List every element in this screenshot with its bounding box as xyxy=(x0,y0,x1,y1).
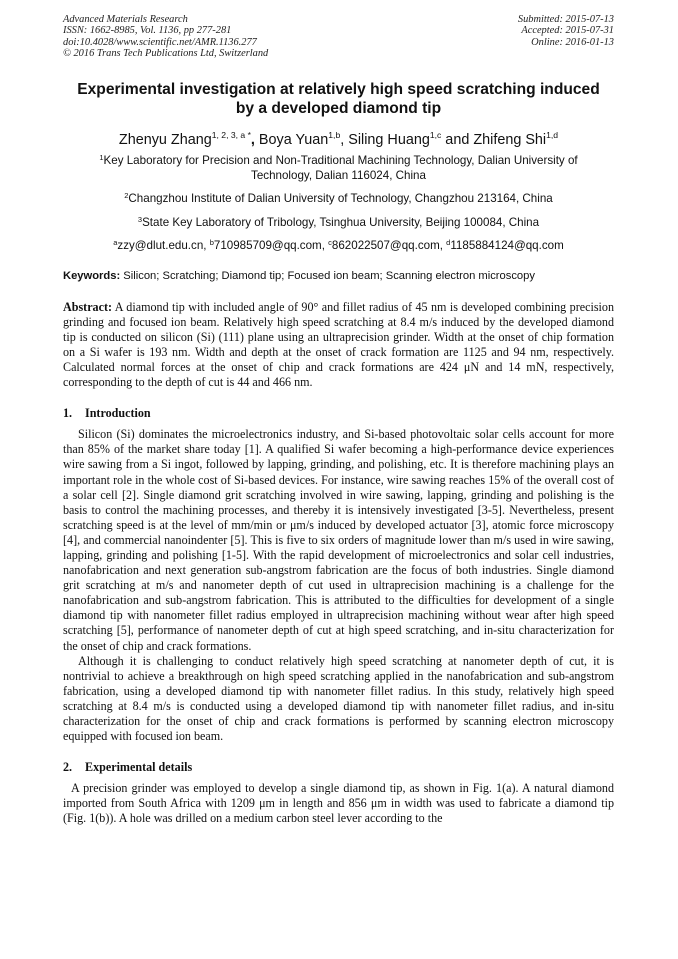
online-date: Online: 2016-01-13 xyxy=(531,36,614,48)
accepted-date: Accepted: 2015-07-31 xyxy=(521,25,614,37)
email-marker: a xyxy=(113,238,118,248)
affiliation-2 xyxy=(63,191,614,206)
email-marker: c xyxy=(328,238,332,248)
author-superscript: 1,d xyxy=(546,129,559,140)
author-superscript: 1, 2, 3, a * xyxy=(211,129,251,140)
section-number: 2. xyxy=(63,760,73,775)
journal-issn: ISSN: 1662-8985, Vol. 1136, pp 277-281 xyxy=(63,25,232,37)
email-marker: d xyxy=(446,238,451,248)
abstract-text: A diamond tip with included angle of 90° and fillet radius of 45 nm is developed combining precision grinding and focused ion beam. Relatively high speed scratching at 8.4 m/s induced by the developed diamond tip is conducted on silicon (Si) (111) plane using an ultraprecision grinder. Width at the onset of chip formation on a Si wafer is 193 nm. Width and depth at the onset of crack formation are 1125 and 94 nm, respectively. Calculated normal forces at the onset of chip and crack formations are 424 μN and 14 mN, respectively, corresponding to the depth of cut is 44 and 466 nm. xyxy=(63,299,614,390)
affiliation-text: Technology, Dalian 116024, China xyxy=(251,169,426,183)
author-list xyxy=(63,131,614,149)
author-name: Boya Yuan xyxy=(258,131,329,148)
author-separator: , xyxy=(250,131,259,148)
affiliation-marker: 2 xyxy=(124,191,129,201)
submitted-date: Submitted: 2015-07-13 xyxy=(517,14,614,25)
abstract xyxy=(63,300,614,391)
section-number: 1. xyxy=(63,406,73,421)
author-separator: , xyxy=(340,131,349,148)
intro-paragraph-1: Silicon (Si) dominates the microelectronics industry, and Si-based photovoltaic solar cells account for more than 85% of the market share today [1]. A qualified Si wafer becoming a high-performance device experiences wire sawing from a Si ingot, followed by lapping, grinding, and polishing, etc. It is therefore machining plays an important role in the whole cost of Si-based devices. For instance, wire sawing reaches 15% of the overall cost of a solar cell [2]. Single diamond grit scratching involved in wire sawing, lapping, grinding and polishing is the basis to control the machining processes, and thereby it is intensively investigated [3-5]. Nevertheless, present scratching speed is at the level of mm/min or μm/s induced by developed actuator [3], atomic force microscopy [4], and commercial nanoindenter [5]. This is five to six orders of magnitude lower than m/s used in wire sawing, lapping, grinding and polishing [1-5]. With the rapid development of microelectronics and solar cell industries, nanofabrication and next generation sub-angstrom fabrication are the focus of both industries. Single diamond grit scratching at m/s and nanometer depth of cut used in ultraprecision machining is a challenge for the nanofabrication and sub-angstrom fabrication. This is attributed to the difficulties for development of a single diamond tip with nanometer fillet radius employed in ultraprecision machining without wear after high speed scratching [5], performance of nanometer depth of cut at high speed scratching, and in-situ characterization for the onset of chip and crack formations. xyxy=(63,427,614,653)
section-title: Introduction xyxy=(85,406,151,421)
author-emails xyxy=(63,238,614,253)
journal-doi: doi:10.4028/www.scientific.net/AMR.1136.277 xyxy=(63,36,257,48)
submission-dates xyxy=(518,14,614,60)
email-marker: b xyxy=(209,238,214,248)
author-name: Zhenyu Zhang xyxy=(118,131,212,148)
affiliation-1 xyxy=(63,153,614,184)
keywords xyxy=(63,269,614,283)
affiliation-marker: 1 xyxy=(99,152,104,162)
section-heading-introduction xyxy=(63,406,614,421)
email-link[interactable]: zzy@dlut.edu.cn, xyxy=(117,239,210,253)
keywords-text: Silicon; Scratching; Diamond tip; Focused ion beam; Scanning electron microscopy xyxy=(120,269,535,282)
title-line-2: by a developed diamond tip xyxy=(235,99,442,117)
email-link[interactable]: 710985709@qq.com, xyxy=(213,239,329,253)
affiliation-text: Changzhou Institute of Dalian University of Technology, Changzhou 213164, China xyxy=(128,192,553,206)
abstract-label: Abstract: xyxy=(63,299,113,314)
author-separator: and xyxy=(441,131,474,148)
journal-name: Advanced Materials Research xyxy=(63,14,188,25)
experimental-paragraph-1: A precision grinder was employed to develop a single diamond tip, as shown in Fig. 1(a). A natural diamond imported from South Africa with 1209 μm in length and 856 μm in width was used to fabricate a diamond tip (Fig. 1(b)). A hole was drilled on a medium carbon steel lever according to the xyxy=(63,781,614,826)
author-name: Siling Huang xyxy=(348,131,430,148)
author-name: Zhifeng Shi xyxy=(473,131,547,148)
journal-header xyxy=(63,14,614,60)
author-superscript: 1,b xyxy=(328,129,341,140)
affiliation-3 xyxy=(63,215,614,230)
author-superscript: 1,c xyxy=(429,129,442,140)
affiliation-marker: 3 xyxy=(137,214,143,224)
keywords-label: Keywords: xyxy=(63,269,121,282)
affiliation-text: Key Laboratory for Precision and Non-Traditional Machining Technology, Dalian University of xyxy=(103,153,578,167)
section-title: Experimental details xyxy=(85,760,193,775)
title-line-1: Experimental investigation at relatively high speed scratching induced xyxy=(77,80,600,98)
affiliation-text: State Key Laboratory of Tribology, Tsinghua University, Beijing 100084, China xyxy=(142,215,540,229)
journal-info xyxy=(63,14,268,60)
intro-paragraph-2: Although it is challenging to conduct relatively high speed scratching at nanometer depth of cut, it is nontrivial to achieve a breakthrough on high speed scratching applied in the nanofabrication and sub-angstrom fabrication, using a developed diamond tip with nanometer fillet radius. In this study, relatively high speed scratching at 8.4 m/s is conducted using a developed diamond tip with nanometer fillet radius, and in-situ characterization for the onset of chip and crack formations is performed by scanning electron microscopy equipped with focused ion beam. xyxy=(63,653,614,744)
journal-copyright: © 2016 Trans Tech Publications Ltd, Switzerland xyxy=(63,48,269,60)
email-link[interactable]: 862022507@qq.com, xyxy=(331,239,447,253)
email-link[interactable]: 1185884124@qq.com xyxy=(450,239,564,253)
section-heading-experimental xyxy=(63,760,614,775)
paper-title xyxy=(63,80,614,118)
